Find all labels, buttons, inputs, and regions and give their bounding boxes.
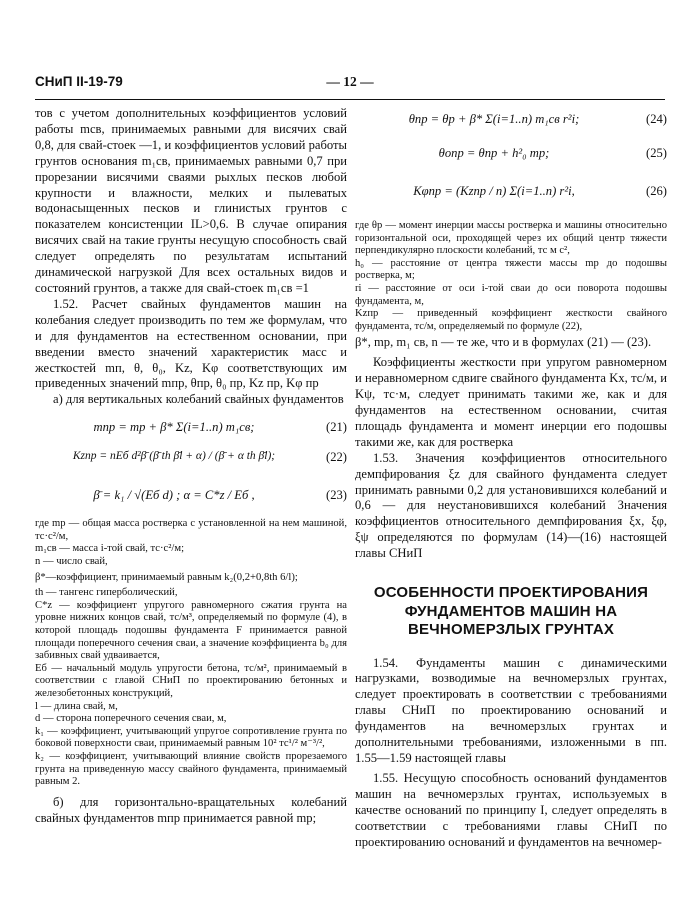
formula-number: (21) <box>326 420 347 435</box>
formula-expression: Kzпр = nEб d²β̄ (β̄ th β̄l + α) / (β̄ + α th β̄l); <box>72 450 276 463</box>
formula-number: (24) <box>646 112 667 126</box>
definitions-list <box>355 220 667 333</box>
formula-expression: mпр = mр + β* Σ(i=1..n) m₁св; <box>93 420 255 435</box>
definition: β*—коэффициент, принимаемый равным k₂(0,2+0,8th 6/l); <box>35 571 298 583</box>
section-heading: ОСОБЕННОСТИ ПРОЕКТИРОВАНИЯ ФУНДАМЕНТОВ МАШИН НА ВЕЧНОМЕРЗЛЫХ ГРУНТАХ <box>373 584 649 639</box>
definition: h₀ — расстояние от центра тяжести массы mр до подошвы ростверка, м; <box>355 257 667 282</box>
formula-23 <box>35 482 347 516</box>
formula-number: (26) <box>646 184 667 198</box>
header-rule <box>35 99 665 100</box>
formula-number: (22) <box>326 450 347 465</box>
formula-expression: Kφпр = (Kzпр / n) Σ(i=1..n) r²i, <box>413 184 575 198</box>
page-number: — 12 — <box>326 74 374 89</box>
page-header <box>35 74 665 96</box>
formula-number: (25) <box>646 146 667 160</box>
paragraph-1-53: 1.53. Значения коэффициентов относительного демпфирования ξz для свайного фундамента следует принимать равными 0,2 для установившихся колебаний и 0,6 — для неустановившихся колебаний Значения коэффициентов относительного демпфирования ξx, ξφ, ξψ определяются по формулам (14)—(16) настоящей главы СНиП <box>355 450 667 561</box>
paragraph: Коэффициенты жесткости при упругом равномерном и неравномерном сдвиге свайного фундамента Kx, тс/м, и Kψ, тс·м, следует принимать такими же, как и для фундаментов на естественном основании, считая площадь фундамента и момент инерции его подошвы такими же, как для ростверка <box>355 355 667 449</box>
left-column <box>35 106 347 827</box>
formula-expression: θопр = θпр + h²₀ mр; <box>438 146 550 160</box>
formula-22 <box>35 444 347 482</box>
definition: l — длина свай, м, <box>35 700 118 712</box>
paragraph: а) для вертикальных колебаний свайных фундаментов <box>53 392 344 407</box>
definition: n — число свай, <box>35 556 108 567</box>
paragraph: б) для горизонтально-вращательных колебаний свайных фундаментов mпр принимается равной mр; <box>35 794 347 825</box>
paragraph-1-52: 1.52. Расчет свайных фундаментов машин на колебания следует производить по тем же формулам, что и для фундаментов на естественном основании, при введении вместо значений характеристик масс и жесткостей mп, θ, θ₀, Kz, Kφ соответствующих им приведенных значений mпр, θпр, θ₀ пр, Kz пр, Kφ пр <box>35 296 347 391</box>
formula-expression: β̄ = k₁ / √(Eб d) ; α = C*z / Eб , <box>93 488 255 503</box>
document-code: СНиП II-19-79 <box>35 74 123 89</box>
paragraph-1-55: 1.55. Несущую способность оснований фундаментов машин на вечномерзлых грунтах, используемых в качестве оснований по принципу I, следует определять в соответствии с требованиями главы СНиП по проектированию оснований и фундаментов на вечномер- <box>355 770 667 849</box>
definition: m₁св — масса i-той свай, тс·с²/м; <box>35 543 185 555</box>
formula-26 <box>355 172 667 216</box>
definition: где θр — момент инерции массы ростверка и машины относительно горизонтальной оси, проходящей через их общий центр тяжести перпендикулярно плоскости колебаний, тс м с², <box>355 220 667 257</box>
definition: k₁ — коэффициент, учитывающий упругое сопротивление грунта по боковой поверхности сваи, принимаемый равным 10² тс¹/² м⁻³/², <box>35 725 347 750</box>
formula-25 <box>355 140 667 172</box>
formula-expression: θпр = θр + β* Σ(i=1..n) m₁св r²i; <box>408 112 580 126</box>
definitions-list <box>35 518 347 788</box>
definition-tail: β*, mр, m₁ св, n — те же, что и в формулах (21) — (23). <box>355 335 652 350</box>
definition: где mр — общая масса ростверка с установленной на нем машиной, тс·с²/м, <box>35 518 347 542</box>
definition: ri — расстояние от оси i-той сваи до оси поворота подошвы фундамента, м, <box>355 282 667 307</box>
paragraph-1-54: 1.54. Фундаменты машин с динамическими нагрузками, возводимые на вечномерзлых грунтах, следует проектировать в соответствии с требованиями главы СНиП по проектированию оснований и фундаментов на вечномерзлых грунтах и дополнительными требованиями, изложенными в пп. 1.55—1.59 настоящей главы <box>355 655 667 765</box>
definition: k₂ — коэффициент, учитывающий влияние свойств прорезаемого грунта на приведенную массу свайного фундамента, принимаемый равным 2. <box>35 750 347 788</box>
definition: C*z — коэффициент упругого равномерного сжатия грунта на уровне нижних концов свай, тс/м³, определяемый по формуле (4), в которой площадь подошвы фундамента F принимается равной площади поперечного сечения сваи, а значение коэффициента b₀ для забивных свай удваивается, <box>35 599 347 662</box>
formula-24 <box>355 106 667 140</box>
definition: d — сторона поперечного сечения сваи, м, <box>35 713 227 725</box>
definition: Eб — начальный модуль упругости бетона, тс/м², принимаемый в соответствии с главой СНиП по проектированию бетонных и железобетонных конструкций, <box>35 662 347 699</box>
formula-21 <box>35 414 347 444</box>
right-column <box>355 106 667 850</box>
definition: Kzпр — приведенный коэффициент жесткости свайного фундамента, тс/м, определяемый по формуле (22), <box>355 308 667 332</box>
formula-number: (23) <box>326 488 347 503</box>
paragraph: тов с учетом дополнительных коэффициентов условий работы mсв, принимаемых равными для висячих свай 0,8, для свай-стоек —1, и коэффициентов условий работы грунтов основания m₁св, принимаемых равными 0,7 при прорезании висячими сваями рыхлых песков любой крупности и влажности, мелких и пылеватых водонасыщенных песков и глинистых грунтов с показателем консистенции IL>0,6. В случае опирания висячих свай на такие грунты несущую способность свай следует определять по результатам испытаний динамической нагрузкой Для всех остальных видов и состояний грунтов, а также для свай-стоек m₁св =1 <box>35 106 347 295</box>
definition: th — тангенс гиперболический, <box>35 587 178 599</box>
